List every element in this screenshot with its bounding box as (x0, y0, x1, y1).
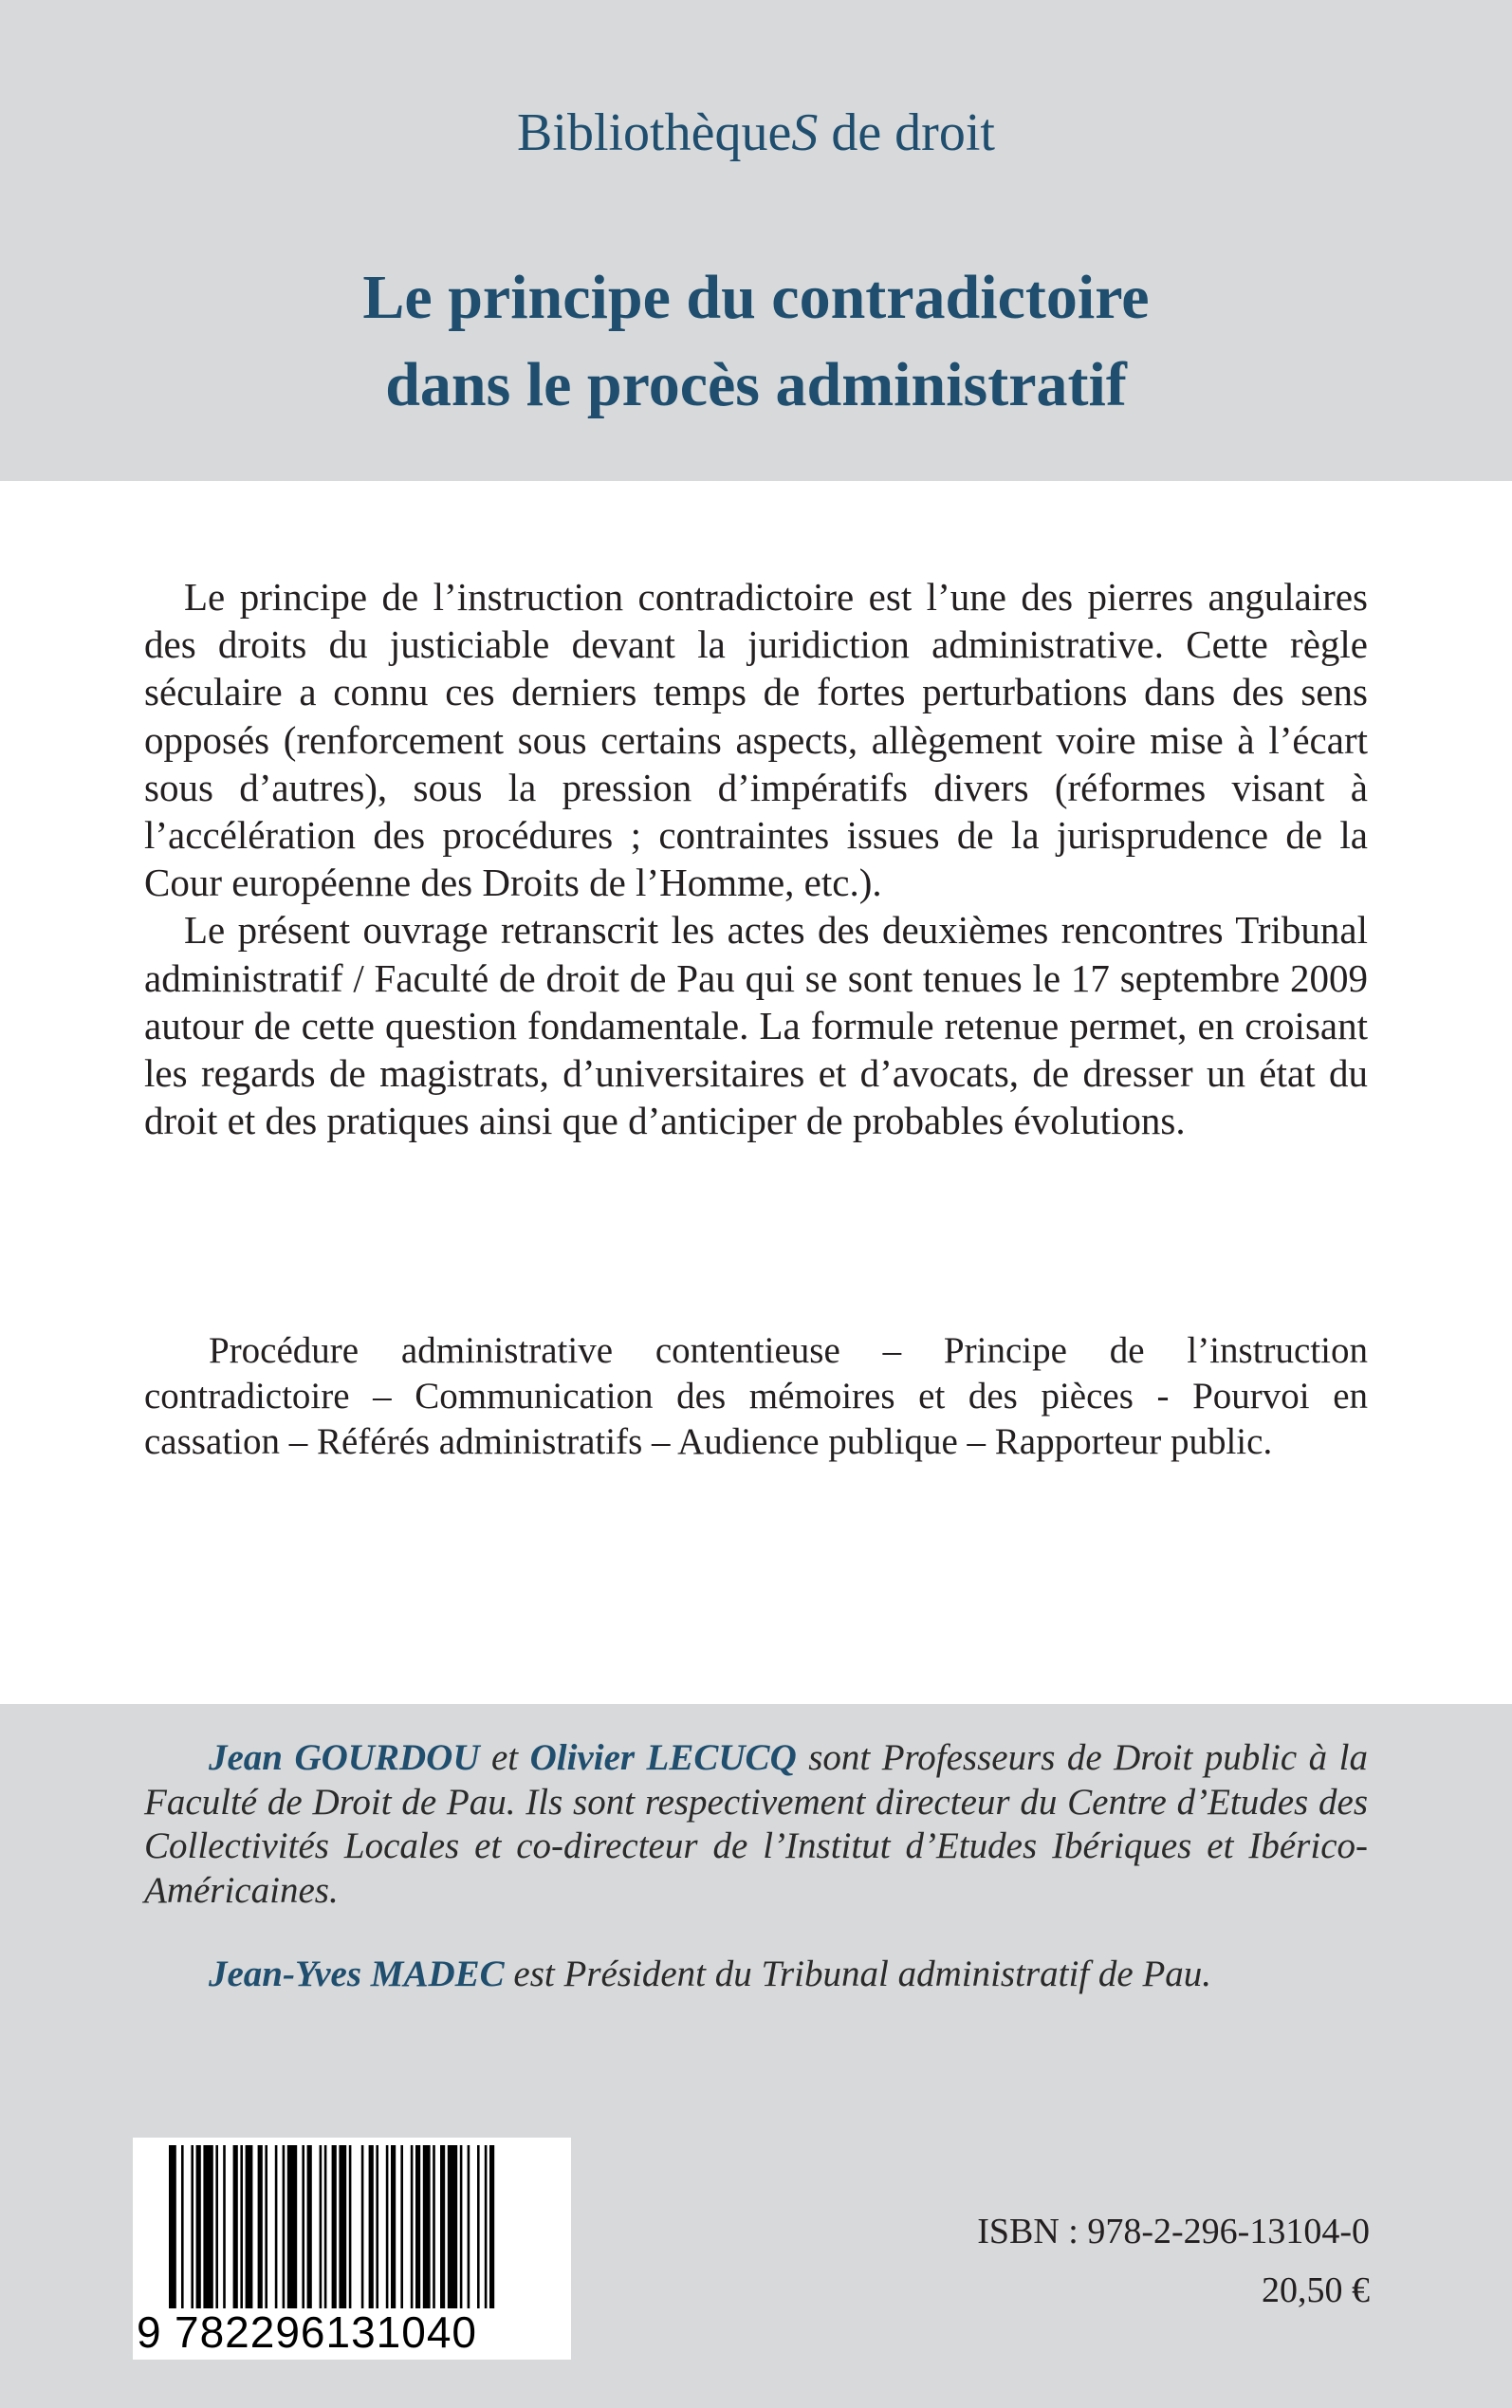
title-line-1: Le principe du contradictoire (362, 263, 1150, 332)
price: 20,50 € (1262, 2270, 1370, 2310)
authors-paragraph-1 (144, 1736, 1368, 1913)
barcode-bar (320, 2145, 323, 2308)
series-italic-letter: S (791, 103, 819, 162)
abstract-paragraph-2: Le présent ouvrage retranscrit les actes des deuxièmes rencontres Tribunal administratif / Faculté de droit de Pau qui se sont tenues le 17 septembre 2009 autour de cette question fondamentale. La formule retenue permet, en croisant les regards de magistrats, d’universitaires et d’avocats, de dresser un état du droit et des pratiques ainsi que d’anticiper de probables évolutions. (144, 908, 1368, 1143)
barcode-digit-string: 782296131040 (175, 2307, 477, 2357)
barcode-bar (411, 2145, 414, 2308)
isbn: ISBN : 978-2-296-13104-0 (977, 2212, 1370, 2251)
barcode-bar (287, 2145, 297, 2308)
barcode-bar (203, 2145, 212, 2308)
barcode-bar (468, 2145, 470, 2308)
series-name (0, 102, 1512, 163)
barcode-bar (361, 2145, 364, 2308)
barcode-bar (448, 2145, 457, 2308)
book-title (0, 254, 1512, 429)
authors-bio-2: est Président du Tribunal administratif de Pau. (504, 1954, 1212, 1994)
authors-paragraph-2 (144, 1953, 1368, 1997)
barcode-bar (215, 2145, 218, 2308)
barcode (133, 2138, 571, 2360)
barcode-bar (477, 2145, 480, 2308)
barcode-bar (339, 2145, 346, 2308)
abstract (144, 573, 1368, 1144)
barcode-bar (265, 2145, 267, 2308)
series-suffix: de droit (818, 103, 995, 162)
authors-bio-1: sont Professeurs de Droit public à la Faculté de Droit de Pau. Ils sont respectivement directeur du Centre d’Etudes des Collectivités Locales et co-directeur de l’Institut d’Etudes Ibériques et Ibérico-Américaines. (144, 1737, 1368, 1911)
authors-section (144, 1736, 1368, 1997)
barcode-bar (349, 2145, 352, 2308)
barcode-bar (376, 2145, 378, 2308)
barcode-bar (240, 2145, 243, 2308)
barcode-bar (485, 2145, 488, 2308)
barcode-bar (246, 2145, 253, 2308)
barcode-bar (423, 2145, 431, 2308)
barcode-bar (324, 2145, 327, 2308)
barcode-bar (223, 2145, 226, 2308)
barcode-bar (460, 2145, 463, 2308)
barcode-bar (283, 2145, 286, 2308)
author-name-1: Jean GOURDOU (209, 1737, 480, 1778)
barcode-bar (191, 2145, 194, 2308)
authors-conjunction: et (479, 1737, 530, 1778)
barcode-bar (386, 2145, 389, 2308)
barcode-bar (332, 2145, 337, 2308)
title-line-2: dans le procès administratif (385, 350, 1127, 419)
barcode-first-digit: 9 (137, 2307, 162, 2357)
series-prefix: Bibliothèque (517, 103, 792, 162)
barcode-bar (169, 2145, 176, 2308)
author-name-2: Olivier LECUCQ (529, 1737, 797, 1778)
barcode-bar (181, 2145, 184, 2308)
barcode-bar (489, 2145, 494, 2308)
barcode-bar (233, 2145, 238, 2308)
barcode-bar (400, 2145, 403, 2308)
barcode-bar (258, 2145, 263, 2308)
barcode-bar (391, 2145, 396, 2308)
keywords: Procédure administrative contentieuse – Principe de l’instruction contradictoire – Communication des mémoires et des pièces - Pourvoi en cassation – Référés administratifs – Audience publique – Rapporteur public. (144, 1330, 1368, 1462)
barcode-bar (196, 2145, 201, 2308)
author-name-3: Jean-Yves MADEC (209, 1954, 505, 1994)
barcode-bar (307, 2145, 312, 2308)
barcode-bar (369, 2145, 374, 2308)
barcode-bar (433, 2145, 435, 2308)
barcode-bar (440, 2145, 445, 2308)
barcode-bar (302, 2145, 304, 2308)
abstract-paragraph-1: Le principe de l’instruction contradictoire est l’une des pierres angulaires des droits du justiciable devant la juridiction administrative. Cette règle séculaire a connu ces derniers temps de fortes perturbations dans des sens opposés (renforcement sous certains aspects, allègement voire mise à l’écart sous d’autres), sous la pression d’impératifs divers (réformes visant à l’accélération des procédures ; contraintes issues de la jurisprudence de la Cour européenne des Droits de l’Homme, etc.). (144, 575, 1368, 905)
barcode-bar (415, 2145, 420, 2308)
barcode-bar (275, 2145, 278, 2308)
